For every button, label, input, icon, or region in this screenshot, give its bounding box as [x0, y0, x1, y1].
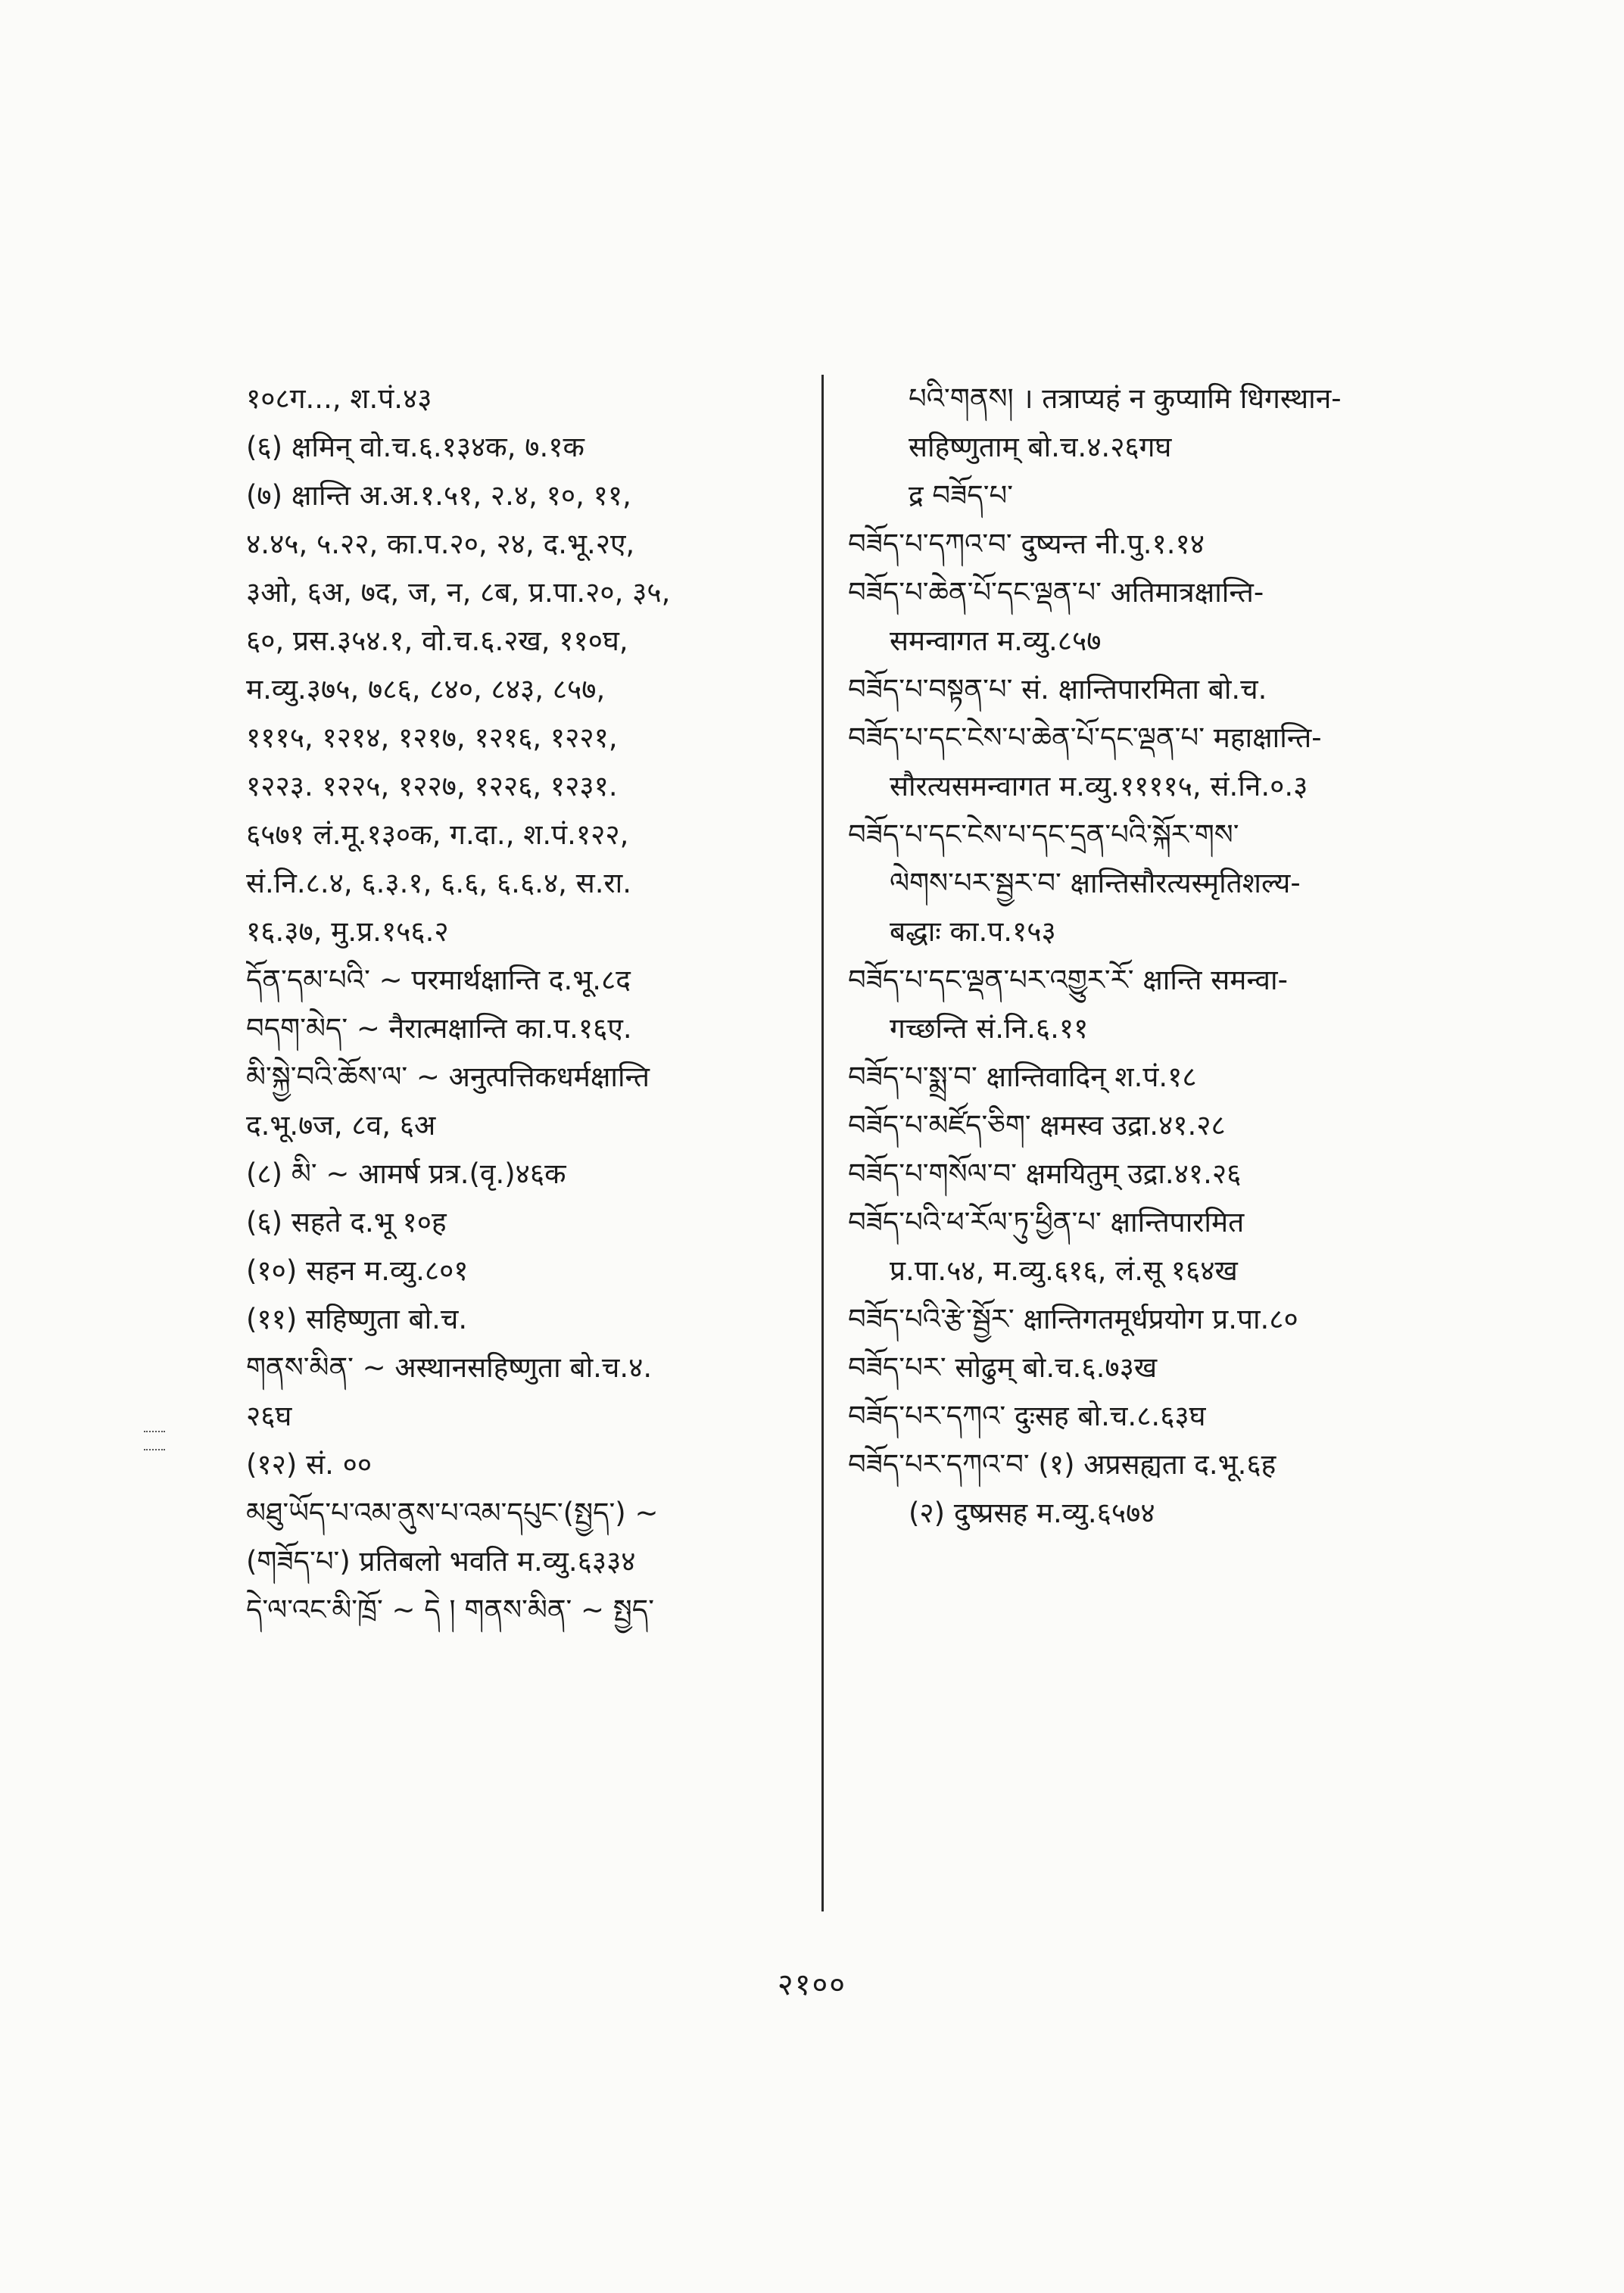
- entry-line: བཟོད་པ་དང་ལྡན་པར་འགྱུར་རོ་ क्षान्ति समन्वा-: [848, 964, 1288, 996]
- entry-line: ३ओ, ६अ, ७द, ज, न, ८ब, प्र.पा.२०, ३५,: [246, 576, 671, 609]
- entry-line: བདག་མེད་ ~ नैरात्मक्षान्ति का.प.१६ए.: [246, 1012, 632, 1045]
- margin-mark: [144, 1431, 165, 1450]
- entry-line: (७) क्षान्ति अ.अ.१.५१, २.४, १०, ११,: [246, 479, 631, 512]
- entry-line: མཐུ་ཡོད་པ་འམ་ནུས་པ་འམ་དཔུང་(སྤྱད་) ~: [246, 1497, 659, 1529]
- entry-line: པའི་གནས། । तत्राप्यहं न कुप्यामि धिगस्थान-: [909, 382, 1342, 415]
- entry-line: བཟོད་པ་དང་ངེས་པ་ཆེན་པོ་དང་ལྡན་པ་ महाक्षान्ति-: [848, 721, 1322, 754]
- entry-line: सं.नि.८.४, ६.३.१, ६.६, ६.६.४, स.रा.: [246, 867, 631, 899]
- entry-line: དེ་ལ་འང་མི་ཁྲོ་ ~ དེ ། གནས་མིན་ ~ སྤྱད་: [246, 1594, 654, 1626]
- entry-line: समन्वागत म.व्यु.८५७: [890, 625, 1102, 657]
- entry-line: (६) सहते द.भू १०ह: [246, 1206, 447, 1238]
- entry-line: གནས་མིན་ ~ अस्थानसहिष्णुता बो.च.४.: [246, 1351, 653, 1384]
- entry-line: བཟོད་པ་དཀའ་བ་ दुष्यन्त नी.पु.१.१४: [848, 528, 1205, 560]
- entry-line: (८) མི་ ~ आमर्ष प्रत्र.(वृ.)४६क: [246, 1157, 566, 1190]
- entry-line: सौरत्यसमन्वागत म.व्यु.११११५, सं.नि.०.३: [890, 770, 1308, 802]
- entry-line: བཟོད་པའི་རྩེ་སྦྱོར་ क्षान्तिगतमूर्धप्रयोग प्र.पा.८०: [848, 1303, 1298, 1335]
- left-column: [246, 375, 803, 1634]
- right-column: [848, 375, 1469, 1537]
- entry-line: མི་སྐྱེ་བའི་ཆོས་ལ་ ~ अनुत्पत्तिकधर्मक्षान्ति: [246, 1061, 650, 1093]
- entry-line: བཟོད་པ་བསྟན་པ་ सं. क्षान्तिपारमिता बो.च.: [848, 673, 1267, 706]
- entry-line: प्र.पा.५४, म.व्यु.६१६, लं.सू १६४ख: [890, 1254, 1238, 1287]
- entry-line: བཟོད་པ་དང་ངེས་པ་དང་དྲན་པའི་སྐོར་གས་: [848, 818, 1239, 851]
- entry-line: ६०, प्रस.३५४.१, वो.च.६.२ख, ११०घ,: [246, 625, 628, 657]
- entry-line: बद्धाः का.प.१५३: [890, 915, 1056, 948]
- entry-line: (གཟོད་པ་) प्रतिबलो भवति म.व्यु.६३३४: [246, 1545, 636, 1578]
- entry-line: ६५७१ लं.मू.१३०क, ग.दा., श.पं.१२२,: [246, 818, 629, 851]
- entry-line: १२२३. १२२५, १२२७, १२२६, १२३१.: [246, 770, 618, 802]
- entry-line: བཟོད་པ་གསོལ་བ་ क्षमयितुम् उद्रा.४१.२६: [848, 1157, 1242, 1190]
- entry-line: བཟོད་པ་ཆེན་པོ་དང་ལྡན་པ་ अतिमात्रक्षान्ति-: [848, 576, 1264, 609]
- entry-line: ४.४५, ५.२२, का.प.२०, २४, द.भू.२ए,: [246, 528, 635, 560]
- entry-line: १११५, १२१४, १२१७, १२१६, १२२१,: [246, 721, 618, 754]
- entry-line: དོན་དམ་པའི་ ~ परमार्थक्षान्ति द.भू.८द: [246, 964, 631, 996]
- page-number: २१००: [777, 1967, 847, 2002]
- entry-line: गच्छन्ति सं.नि.६.११: [890, 1012, 1089, 1045]
- entry-line: द.भू.७ज, ८व, ६अ: [246, 1109, 436, 1142]
- entry-line: २६घ: [246, 1400, 292, 1432]
- entry-line: १०८ग..., श.पं.४३: [246, 382, 432, 415]
- entry-line: ལེགས་པར་སྦྱར་བ་ क्षान्तिसौरत्यस्मृतिशल्य-: [890, 867, 1301, 899]
- entry-line: (१२) सं. ००: [246, 1448, 372, 1481]
- entry-line: सहिष्णुताम् बो.च.४.२६गघ: [909, 431, 1172, 463]
- entry-line: བཟོད་པར་ सोढुम् बो.च.६.७३ख: [848, 1351, 1158, 1384]
- entry-line: བཟོད་པར་དཀའ་བ་ (१) अप्रसह्यता द.भू.६ह: [848, 1448, 1276, 1481]
- entry-line: (११) सहिष्णुता बो.च.: [246, 1303, 468, 1335]
- entry-line: བཟོད་པ་སྨྲ་བ་ क्षान्तिवादिन् श.पं.१८: [848, 1061, 1197, 1093]
- entry-line: (२) दुष्प्रसह म.व्यु.६५७४: [909, 1497, 1155, 1529]
- entry-line: བཟོད་པའི་ཕ་རོལ་ཏུ་ཕྱིན་པ་ क्षान्तिपारमित: [848, 1206, 1245, 1238]
- entry-line: བཟོད་པ་མཛོད་ཅིག་ क्षमस्व उद्रा.४१.२८: [848, 1109, 1226, 1142]
- entry-line: (१०) सहन म.व्यु.८०१: [246, 1254, 469, 1287]
- entry-line: म.व्यु.३७५, ७८६, ८४०, ८४३, ८५७,: [246, 673, 606, 706]
- entry-line: (६) क्षमिन् वो.च.६.१३४क, ७.१क: [246, 431, 584, 463]
- column-divider: [821, 375, 824, 1911]
- entry-line: १६.३७, मु.प्र.१५६.२: [246, 915, 449, 948]
- entry-line: བཟོད་པར་དཀའ་ दुःसह बो.च.८.६३घ: [848, 1400, 1206, 1432]
- entry-line: द्र བཟོད་པ་: [909, 479, 1013, 512]
